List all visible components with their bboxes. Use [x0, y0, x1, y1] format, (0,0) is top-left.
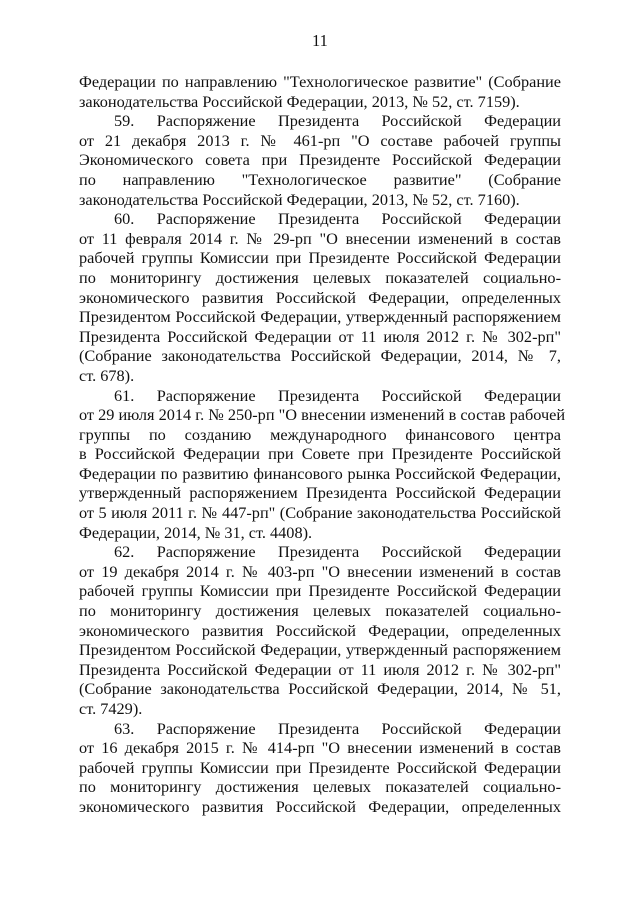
paragraph-item-61	[79, 385, 566, 543]
text-line: Экономического совета при Президенте Российской Федерации	[79, 150, 561, 170]
text-line: по мониторингу достижения целевых показателей социально-	[79, 267, 561, 287]
paragraph-item-62	[79, 542, 561, 718]
text-line: от 21 декабря 2013 г. № 461-рп "О составе рабочей группы	[79, 130, 561, 150]
text-line: Президентом Российской Федерации, утвержденный распоряжением	[79, 640, 561, 660]
text-line: экономического развития Российской Федерации, определенных	[79, 796, 561, 816]
text-line: Федерации, 2014, № 31, ст. 4408).	[79, 522, 313, 542]
paragraph-item-63	[79, 719, 561, 817]
text-line: ст. 678).	[79, 365, 135, 385]
text-line: 62. Распоряжение Президента Российской Федерации	[114, 542, 561, 562]
text-line: 63. Распоряжение Президента Российской Федерации	[114, 718, 561, 738]
text-line: рабочей группы Комиссии при Президенте Российской Федерации	[79, 757, 561, 777]
text-line: Федерации по развитию финансового рынка Российской Федерации,	[79, 463, 561, 483]
text-line: от 29 июля 2014 г. № 250-рп "О внесении изменений в состав рабочей	[79, 405, 566, 425]
text-line: экономического развития Российской Федерации, определенных	[79, 620, 561, 640]
paragraph-continuation	[79, 72, 561, 111]
text-line: экономического развития Российской Федерации, определенных	[79, 287, 561, 307]
text-line: рабочей группы Комиссии при Президенте Российской Федерации	[79, 581, 561, 601]
text-line: от 11 февраля 2014 г. № 29-рп "О внесении изменений в состав	[79, 228, 561, 248]
text-line: Федерации по направлению "Технологическое развитие" (Собрание	[79, 72, 561, 91]
text-line: законодательства Российской Федерации, 2013, № 52, ст. 7160).	[79, 189, 520, 209]
text-line: 59. Распоряжение Президента Российской Федерации	[114, 111, 561, 131]
text-line: Президентом Российской Федерации, утвержденный распоряжением	[79, 307, 561, 327]
text-line: группы по созданию международного финансового центра	[79, 424, 561, 444]
text-line: ст. 7429).	[79, 699, 143, 718]
text-line: Президента Российской Федерации от 11 июля 2012 г. № 302-рп"	[79, 326, 561, 346]
paragraph-item-59	[79, 111, 561, 209]
document-body	[79, 72, 566, 817]
page-number: 11	[312, 31, 328, 50]
text-line: (Собрание законодательства Российской Федерации, 2014, № 51,	[79, 679, 561, 699]
text-line: от 16 декабря 2015 г. № 414-рп "О внесении изменений в состав	[79, 738, 561, 758]
paragraph-item-60	[79, 209, 561, 385]
text-line: по мониторингу достижения целевых показателей социально-	[79, 777, 561, 797]
text-line: от 5 июля 2011 г. № 447-рп" (Собрание законодательства Российской	[79, 503, 561, 523]
text-line: рабочей группы Комиссии при Президенте Российской Федерации	[79, 248, 561, 268]
text-line: (Собрание законодательства Российской Федерации, 2014, № 7,	[79, 346, 561, 366]
text-line: утвержденный распоряжением Президента Российской Федерации	[79, 483, 561, 503]
text-line: в Российской Федерации при Совете при Президенте Российской	[79, 444, 561, 464]
text-line: по мониторингу достижения целевых показателей социально-	[79, 601, 561, 621]
text-line: Президента Российской Федерации от 11 июля 2012 г. № 302-рп"	[79, 659, 561, 679]
text-line: от 19 декабря 2014 г. № 403-рп "О внесении изменений в состав	[79, 561, 561, 581]
text-line: законодательства Российской Федерации, 2013, № 52, ст. 7159).	[79, 91, 520, 111]
text-line: 60. Распоряжение Президента Российской Федерации	[114, 209, 561, 229]
text-line: по направлению "Технологическое развитие" (Собрание	[79, 169, 561, 189]
text-line: 61. Распоряжение Президента Российской Федерации	[114, 385, 561, 405]
